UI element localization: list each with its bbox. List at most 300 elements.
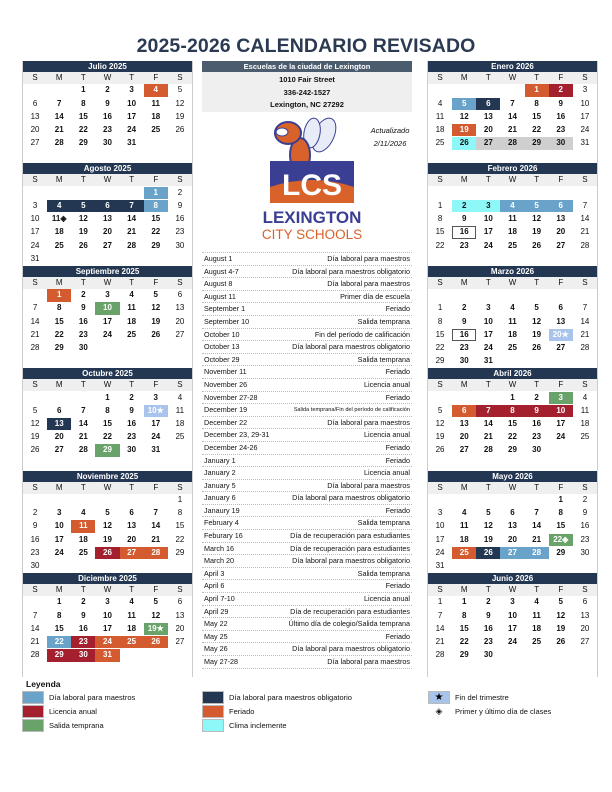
day-cell[interactable]: 1 xyxy=(177,494,183,504)
day-cell[interactable]: 17 xyxy=(508,623,517,633)
day-cell[interactable]: 2 xyxy=(105,85,110,95)
day-cell[interactable]: 23 xyxy=(580,534,590,544)
day-cell[interactable]: 15 xyxy=(435,329,445,339)
day-cell[interactable]: 20 xyxy=(175,316,185,326)
day-cell[interactable]: 24 xyxy=(127,124,137,134)
day-cell[interactable]: 26 xyxy=(556,636,566,646)
day-cell[interactable]: 31 xyxy=(435,560,445,570)
day-cell[interactable]: 25 xyxy=(54,240,64,250)
day-cell[interactable]: 17 xyxy=(580,111,590,121)
day-cell[interactable]: 18 xyxy=(508,329,517,339)
day-cell[interactable]: 14 xyxy=(78,418,88,428)
day-cell[interactable]: 8 xyxy=(56,610,62,620)
day-cell[interactable]: 6 xyxy=(558,303,563,313)
day-cell[interactable]: 26 xyxy=(452,137,476,149)
day-cell[interactable]: 25 xyxy=(532,636,542,646)
day-cell[interactable]: 3 xyxy=(437,508,443,518)
day-cell[interactable]: 11 xyxy=(127,303,136,313)
day-cell[interactable]: 10 xyxy=(508,610,517,620)
day-cell[interactable]: 14 xyxy=(580,316,590,326)
day-cell[interactable]: 11 xyxy=(127,610,136,620)
day-cell[interactable]: 1 xyxy=(105,392,110,402)
day-cell[interactable]: 10 xyxy=(30,214,40,224)
day-cell[interactable]: 14 xyxy=(151,521,161,531)
day-cell[interactable]: 31 xyxy=(483,356,493,366)
day-cell[interactable]: 28 xyxy=(127,240,137,250)
day-cell[interactable]: 24 xyxy=(30,240,40,250)
day-cell[interactable]: 20 xyxy=(459,432,469,442)
day-cell[interactable]: 6 xyxy=(32,98,38,108)
day-cell[interactable]: 12 xyxy=(532,316,542,326)
day-cell[interactable]: 3 xyxy=(582,85,588,95)
day-cell[interactable]: 16 xyxy=(483,623,493,633)
day-cell[interactable]: 5 xyxy=(71,200,95,212)
day-cell[interactable]: 5 xyxy=(153,290,158,300)
day-cell[interactable]: 21 xyxy=(78,432,88,442)
day-cell[interactable]: 29 xyxy=(95,444,119,456)
day-cell[interactable]: 4 xyxy=(534,597,539,607)
day-cell[interactable]: 17 xyxy=(435,534,445,544)
day-cell[interactable]: 24 xyxy=(151,432,161,442)
day-cell[interactable]: 10 xyxy=(483,214,493,224)
day-cell[interactable]: 28 xyxy=(435,650,445,660)
day-cell[interactable]: 1 xyxy=(510,392,515,402)
day-cell[interactable]: 23 xyxy=(175,227,185,237)
day-cell[interactable]: 26 xyxy=(151,329,161,339)
day-cell[interactable]: 12 xyxy=(532,214,542,224)
day-cell[interactable]: 8 xyxy=(500,405,524,417)
day-cell[interactable]: 15 xyxy=(532,111,542,121)
day-cell[interactable]: 20 xyxy=(103,227,112,237)
day-cell[interactable]: 2 xyxy=(486,597,491,607)
day-cell[interactable]: 22 xyxy=(78,124,88,134)
day-cell[interactable]: 16 xyxy=(452,329,476,341)
day-cell[interactable]: 29 xyxy=(508,445,517,455)
day-cell[interactable]: 10 xyxy=(103,610,112,620)
day-cell[interactable]: 18 xyxy=(78,534,88,544)
day-cell[interactable]: 31 xyxy=(30,253,40,263)
day-cell[interactable]: 8 xyxy=(144,200,168,212)
day-cell[interactable]: 21 xyxy=(580,227,590,237)
day-cell[interactable]: 21 xyxy=(127,227,137,237)
day-cell[interactable]: 4 xyxy=(129,290,134,300)
day-cell[interactable]: 11 xyxy=(151,98,160,108)
day-cell[interactable]: 30 xyxy=(127,445,137,455)
day-cell[interactable]: 21 xyxy=(532,534,542,544)
day-cell[interactable]: 28 xyxy=(30,342,40,352)
day-cell[interactable]: 15 xyxy=(54,316,64,326)
day-cell[interactable]: 4 xyxy=(47,200,71,212)
day-cell[interactable]: 13 xyxy=(580,610,590,620)
day-cell[interactable]: 8 xyxy=(534,98,539,108)
day-cell[interactable]: 4 xyxy=(510,303,515,313)
day-cell[interactable]: 7 xyxy=(81,405,86,415)
day-cell[interactable]: 14 xyxy=(483,418,493,428)
day-cell[interactable]: 24 xyxy=(580,124,590,134)
day-cell[interactable]: 30 xyxy=(483,650,493,660)
day-cell[interactable]: 13 xyxy=(175,610,185,620)
day-cell[interactable]: 7 xyxy=(56,98,62,108)
day-cell[interactable]: 4 xyxy=(177,392,183,402)
day-cell[interactable]: 18 xyxy=(508,227,517,237)
day-cell[interactable]: 23 xyxy=(459,240,469,250)
day-cell[interactable]: 20 xyxy=(175,623,185,633)
day-cell[interactable]: 17 xyxy=(483,227,493,237)
day-cell[interactable]: 1 xyxy=(144,187,168,199)
day-cell[interactable]: 12 xyxy=(459,111,469,121)
day-cell[interactable]: 6 xyxy=(476,98,500,110)
day-cell[interactable]: 7 xyxy=(510,98,515,108)
day-cell[interactable]: 23 xyxy=(532,432,542,442)
day-cell[interactable]: 11 xyxy=(580,405,590,415)
day-cell[interactable]: 29 xyxy=(47,649,71,661)
day-cell[interactable]: 24 xyxy=(556,432,566,442)
day-cell[interactable]: 11 xyxy=(532,610,541,620)
day-cell[interactable]: 3 xyxy=(486,303,491,313)
day-cell[interactable]: 7 xyxy=(153,508,158,518)
day-cell[interactable]: 22 xyxy=(459,636,469,646)
day-cell[interactable]: 20★ xyxy=(549,329,573,341)
day-cell[interactable]: 20 xyxy=(483,124,493,134)
day-cell[interactable]: 12 xyxy=(151,303,161,313)
day-cell[interactable]: 14 xyxy=(30,316,40,326)
day-cell[interactable]: 3 xyxy=(105,597,110,607)
day-cell[interactable]: 31 xyxy=(580,138,590,148)
day-cell[interactable]: 3 xyxy=(549,392,573,404)
day-cell[interactable]: 30 xyxy=(459,356,469,366)
day-cell[interactable]: 16 xyxy=(78,623,88,633)
day-cell[interactable]: 8 xyxy=(558,508,563,518)
day-cell[interactable]: 2 xyxy=(81,290,86,300)
day-cell[interactable]: 28 xyxy=(580,240,590,250)
day-cell[interactable]: 8 xyxy=(105,405,110,415)
day-cell[interactable]: 3 xyxy=(56,508,62,518)
day-cell[interactable]: 27 xyxy=(54,445,64,455)
day-cell[interactable]: 13 xyxy=(483,111,493,121)
day-cell[interactable]: 17 xyxy=(151,418,161,428)
day-cell[interactable]: 5 xyxy=(452,98,476,110)
day-cell[interactable]: 27 xyxy=(175,329,185,339)
day-cell[interactable]: 2 xyxy=(81,597,86,607)
day-cell[interactable]: 20 xyxy=(556,227,566,237)
day-cell[interactable]: 25 xyxy=(508,342,517,352)
day-cell[interactable]: 7 xyxy=(32,610,38,620)
day-cell[interactable]: 17 xyxy=(30,227,40,237)
day-cell[interactable]: 22 xyxy=(103,432,112,442)
day-cell[interactable]: 23 xyxy=(78,329,88,339)
day-cell[interactable]: 28 xyxy=(78,445,88,455)
day-cell[interactable]: 2 xyxy=(452,200,476,212)
day-cell[interactable]: 25 xyxy=(435,138,445,148)
day-cell[interactable]: 25 xyxy=(175,432,185,442)
day-cell[interactable]: 11 xyxy=(71,520,95,532)
day-cell[interactable]: 9 xyxy=(558,98,563,108)
day-cell[interactable]: 18 xyxy=(459,534,469,544)
day-cell[interactable]: 28 xyxy=(54,138,64,148)
day-cell[interactable]: 5 xyxy=(534,303,539,313)
day-cell[interactable]: 6 xyxy=(452,405,476,417)
day-cell[interactable]: 3 xyxy=(129,85,134,95)
day-cell[interactable]: 19★ xyxy=(144,623,168,635)
day-cell[interactable]: 26 xyxy=(95,547,119,559)
day-cell[interactable]: 5 xyxy=(437,405,443,415)
day-cell[interactable]: 22 xyxy=(54,329,64,339)
day-cell[interactable]: 30 xyxy=(175,240,185,250)
day-cell[interactable]: 28 xyxy=(483,445,493,455)
day-cell[interactable]: 7 xyxy=(582,303,588,313)
day-cell[interactable]: 2 xyxy=(582,494,588,504)
day-cell[interactable]: 28 xyxy=(144,547,168,559)
day-cell[interactable]: 20 xyxy=(30,124,40,134)
day-cell[interactable]: 16 xyxy=(175,214,185,224)
day-cell[interactable]: 22◈ xyxy=(549,534,573,546)
day-cell[interactable]: 11 xyxy=(508,214,517,224)
day-cell[interactable]: 19 xyxy=(452,124,476,136)
day-cell[interactable]: 14 xyxy=(508,111,517,121)
day-cell[interactable]: 31 xyxy=(127,138,137,148)
day-cell[interactable]: 10 xyxy=(95,302,119,314)
day-cell[interactable]: 14 xyxy=(580,214,590,224)
day-cell[interactable]: 22 xyxy=(47,636,71,648)
day-cell[interactable]: 10 xyxy=(549,405,573,417)
day-cell[interactable]: 12 xyxy=(103,521,112,531)
day-cell[interactable]: 23 xyxy=(556,124,566,134)
day-cell[interactable]: 4 xyxy=(144,84,168,96)
day-cell[interactable]: 29 xyxy=(151,240,161,250)
day-cell[interactable]: 26 xyxy=(30,445,40,455)
day-cell[interactable]: 27 xyxy=(459,445,469,455)
day-cell[interactable]: 16 xyxy=(127,418,137,428)
day-cell[interactable]: 1 xyxy=(525,84,549,96)
day-cell[interactable]: 3 xyxy=(105,290,110,300)
day-cell[interactable]: 1 xyxy=(461,597,467,607)
day-cell[interactable]: 27 xyxy=(556,240,566,250)
day-cell[interactable]: 1 xyxy=(81,85,86,95)
day-cell[interactable]: 12 xyxy=(483,521,493,531)
day-cell[interactable]: 9 xyxy=(461,214,467,224)
day-cell[interactable]: 27 xyxy=(103,240,112,250)
day-cell[interactable]: 8 xyxy=(461,610,467,620)
day-cell[interactable]: 11 xyxy=(508,316,517,326)
day-cell[interactable]: 9 xyxy=(81,610,86,620)
day-cell[interactable]: 24 xyxy=(54,547,64,557)
day-cell[interactable]: 21 xyxy=(580,329,590,339)
day-cell[interactable]: 6 xyxy=(549,200,573,212)
day-cell[interactable]: 18 xyxy=(580,418,590,428)
day-cell[interactable]: 16 xyxy=(556,111,566,121)
day-cell[interactable]: 27 xyxy=(500,547,524,559)
day-cell[interactable]: 1 xyxy=(56,597,62,607)
day-cell[interactable]: 13 xyxy=(508,521,517,531)
day-cell[interactable]: 27 xyxy=(30,138,40,148)
day-cell[interactable]: 30 xyxy=(103,138,112,148)
day-cell[interactable]: 11 xyxy=(435,111,445,121)
day-cell[interactable]: 28 xyxy=(580,342,590,352)
day-cell[interactable]: 9 xyxy=(105,98,110,108)
day-cell[interactable]: 21 xyxy=(30,329,40,339)
day-cell[interactable]: 17 xyxy=(483,329,493,339)
day-cell[interactable]: 24 xyxy=(95,636,119,648)
day-cell[interactable]: 26 xyxy=(144,636,168,648)
day-cell[interactable]: 30 xyxy=(71,649,95,661)
day-cell[interactable]: 9 xyxy=(129,405,134,415)
day-cell[interactable]: 23 xyxy=(127,432,137,442)
day-cell[interactable]: 26 xyxy=(435,445,445,455)
day-cell[interactable]: 29 xyxy=(556,547,566,557)
day-cell[interactable]: 19 xyxy=(151,316,161,326)
day-cell[interactable]: 2 xyxy=(534,392,539,402)
day-cell[interactable]: 21 xyxy=(30,636,40,646)
day-cell[interactable]: 15 xyxy=(103,418,112,428)
day-cell[interactable]: 16 xyxy=(532,418,542,428)
day-cell[interactable]: 27 xyxy=(175,636,185,646)
day-cell[interactable]: 8 xyxy=(437,316,443,326)
day-cell[interactable]: 3 xyxy=(510,597,515,607)
day-cell[interactable]: 9 xyxy=(81,303,86,313)
day-cell[interactable]: 14 xyxy=(54,111,64,121)
day-cell[interactable]: 10★ xyxy=(144,405,168,417)
day-cell[interactable]: 11 xyxy=(175,405,185,415)
day-cell[interactable]: 29 xyxy=(78,138,88,148)
day-cell[interactable]: 7 xyxy=(534,508,539,518)
day-cell[interactable]: 29 xyxy=(435,356,445,366)
day-cell[interactable]: 17 xyxy=(556,418,566,428)
day-cell[interactable]: 14 xyxy=(127,214,137,224)
day-cell[interactable]: 29 xyxy=(459,650,469,660)
day-cell[interactable]: 16 xyxy=(78,316,88,326)
day-cell[interactable]: 9 xyxy=(525,405,549,417)
day-cell[interactable]: 29 xyxy=(54,342,64,352)
day-cell[interactable]: 12 xyxy=(175,98,185,108)
day-cell[interactable]: 8 xyxy=(81,98,86,108)
day-cell[interactable]: 22 xyxy=(532,124,542,134)
day-cell[interactable]: 7 xyxy=(32,303,38,313)
day-cell[interactable]: 2 xyxy=(549,84,573,96)
day-cell[interactable]: 25 xyxy=(508,240,517,250)
day-cell[interactable]: 19 xyxy=(532,227,542,237)
day-cell[interactable]: 24 xyxy=(103,329,112,339)
day-cell[interactable]: 23 xyxy=(459,342,469,352)
day-cell[interactable]: 6 xyxy=(177,597,183,607)
day-cell[interactable]: 17 xyxy=(103,623,112,633)
day-cell[interactable]: 17 xyxy=(103,316,112,326)
day-cell[interactable]: 8 xyxy=(56,303,62,313)
day-cell[interactable]: 4 xyxy=(461,508,467,518)
day-cell[interactable]: 1 xyxy=(47,289,71,301)
day-cell[interactable]: 12 xyxy=(556,610,566,620)
day-cell[interactable]: 15 xyxy=(78,111,88,121)
day-cell[interactable]: 16 xyxy=(30,534,40,544)
day-cell[interactable]: 6 xyxy=(129,508,134,518)
day-cell[interactable]: 26 xyxy=(78,240,88,250)
day-cell[interactable]: 21 xyxy=(508,124,517,134)
day-cell[interactable]: 21 xyxy=(435,636,445,646)
day-cell[interactable]: 19 xyxy=(175,111,185,121)
day-cell[interactable]: 4 xyxy=(437,98,443,108)
day-cell[interactable]: 9 xyxy=(486,610,491,620)
day-cell[interactable]: 28 xyxy=(500,137,524,149)
day-cell[interactable]: 20 xyxy=(508,534,517,544)
day-cell[interactable]: 13 xyxy=(47,418,71,430)
day-cell[interactable]: 31 xyxy=(151,445,161,455)
day-cell[interactable]: 25 xyxy=(120,636,144,648)
day-cell[interactable]: 19 xyxy=(103,534,112,544)
day-cell[interactable]: 4 xyxy=(129,597,134,607)
day-cell[interactable]: 20 xyxy=(580,623,590,633)
day-cell[interactable]: 14 xyxy=(435,623,445,633)
day-cell[interactable]: 19 xyxy=(483,534,493,544)
day-cell[interactable]: 24 xyxy=(483,342,493,352)
day-cell[interactable]: 7 xyxy=(437,610,443,620)
day-cell[interactable]: 15 xyxy=(151,214,161,224)
day-cell[interactable]: 2 xyxy=(32,508,38,518)
day-cell[interactable]: 19 xyxy=(78,227,88,237)
day-cell[interactable]: 18 xyxy=(127,316,137,326)
day-cell[interactable]: 14 xyxy=(532,521,542,531)
day-cell[interactable]: 2 xyxy=(129,392,134,402)
day-cell[interactable]: 31 xyxy=(95,649,119,661)
day-cell[interactable]: 13 xyxy=(103,214,112,224)
day-cell[interactable]: 6 xyxy=(56,405,62,415)
day-cell[interactable]: 18 xyxy=(151,111,161,121)
day-cell[interactable]: 13 xyxy=(556,214,566,224)
day-cell[interactable]: 12 xyxy=(78,214,88,224)
day-cell[interactable]: 26 xyxy=(476,547,500,559)
day-cell[interactable]: 6 xyxy=(177,290,183,300)
day-cell[interactable]: 17 xyxy=(54,534,64,544)
day-cell[interactable]: 10 xyxy=(435,521,445,531)
day-cell[interactable]: 22 xyxy=(151,227,161,237)
day-cell[interactable]: 6 xyxy=(510,508,515,518)
day-cell[interactable]: 10 xyxy=(127,98,137,108)
day-cell[interactable]: 30 xyxy=(30,560,40,570)
day-cell[interactable]: 26 xyxy=(532,342,542,352)
day-cell[interactable]: 12 xyxy=(151,610,161,620)
day-cell[interactable]: 25 xyxy=(580,432,590,442)
day-cell[interactable]: 21 xyxy=(483,432,493,442)
day-cell[interactable]: 10 xyxy=(54,521,64,531)
day-cell[interactable]: 11 xyxy=(459,521,469,531)
day-cell[interactable]: 13 xyxy=(556,316,566,326)
day-cell[interactable]: 22 xyxy=(508,432,517,442)
day-cell[interactable]: 20 xyxy=(54,432,64,442)
day-cell[interactable]: 25 xyxy=(452,547,476,559)
day-cell[interactable]: 11◈ xyxy=(51,214,67,224)
day-cell[interactable]: 19 xyxy=(30,432,40,442)
day-cell[interactable]: 4 xyxy=(582,392,588,402)
day-cell[interactable]: 15 xyxy=(54,623,64,633)
day-cell[interactable]: 3 xyxy=(476,200,500,212)
day-cell[interactable]: 5 xyxy=(105,508,110,518)
day-cell[interactable]: 22 xyxy=(435,240,445,250)
day-cell[interactable]: 30 xyxy=(549,137,573,149)
day-cell[interactable]: 18 xyxy=(532,623,542,633)
day-cell[interactable]: 30 xyxy=(532,445,542,455)
day-cell[interactable]: 13 xyxy=(175,303,185,313)
day-cell[interactable]: 29 xyxy=(525,137,549,149)
day-cell[interactable]: 13 xyxy=(127,521,137,531)
day-cell[interactable]: 28 xyxy=(525,547,549,559)
day-cell[interactable]: 23 xyxy=(71,636,95,648)
day-cell[interactable]: 3 xyxy=(153,392,158,402)
day-cell[interactable]: 24 xyxy=(435,547,445,557)
day-cell[interactable]: 1 xyxy=(437,597,443,607)
day-cell[interactable]: 27 xyxy=(120,547,144,559)
day-cell[interactable]: 18 xyxy=(435,124,445,134)
day-cell[interactable]: 9 xyxy=(461,316,467,326)
day-cell[interactable]: 7 xyxy=(476,405,500,417)
day-cell[interactable]: 12 xyxy=(30,418,40,428)
